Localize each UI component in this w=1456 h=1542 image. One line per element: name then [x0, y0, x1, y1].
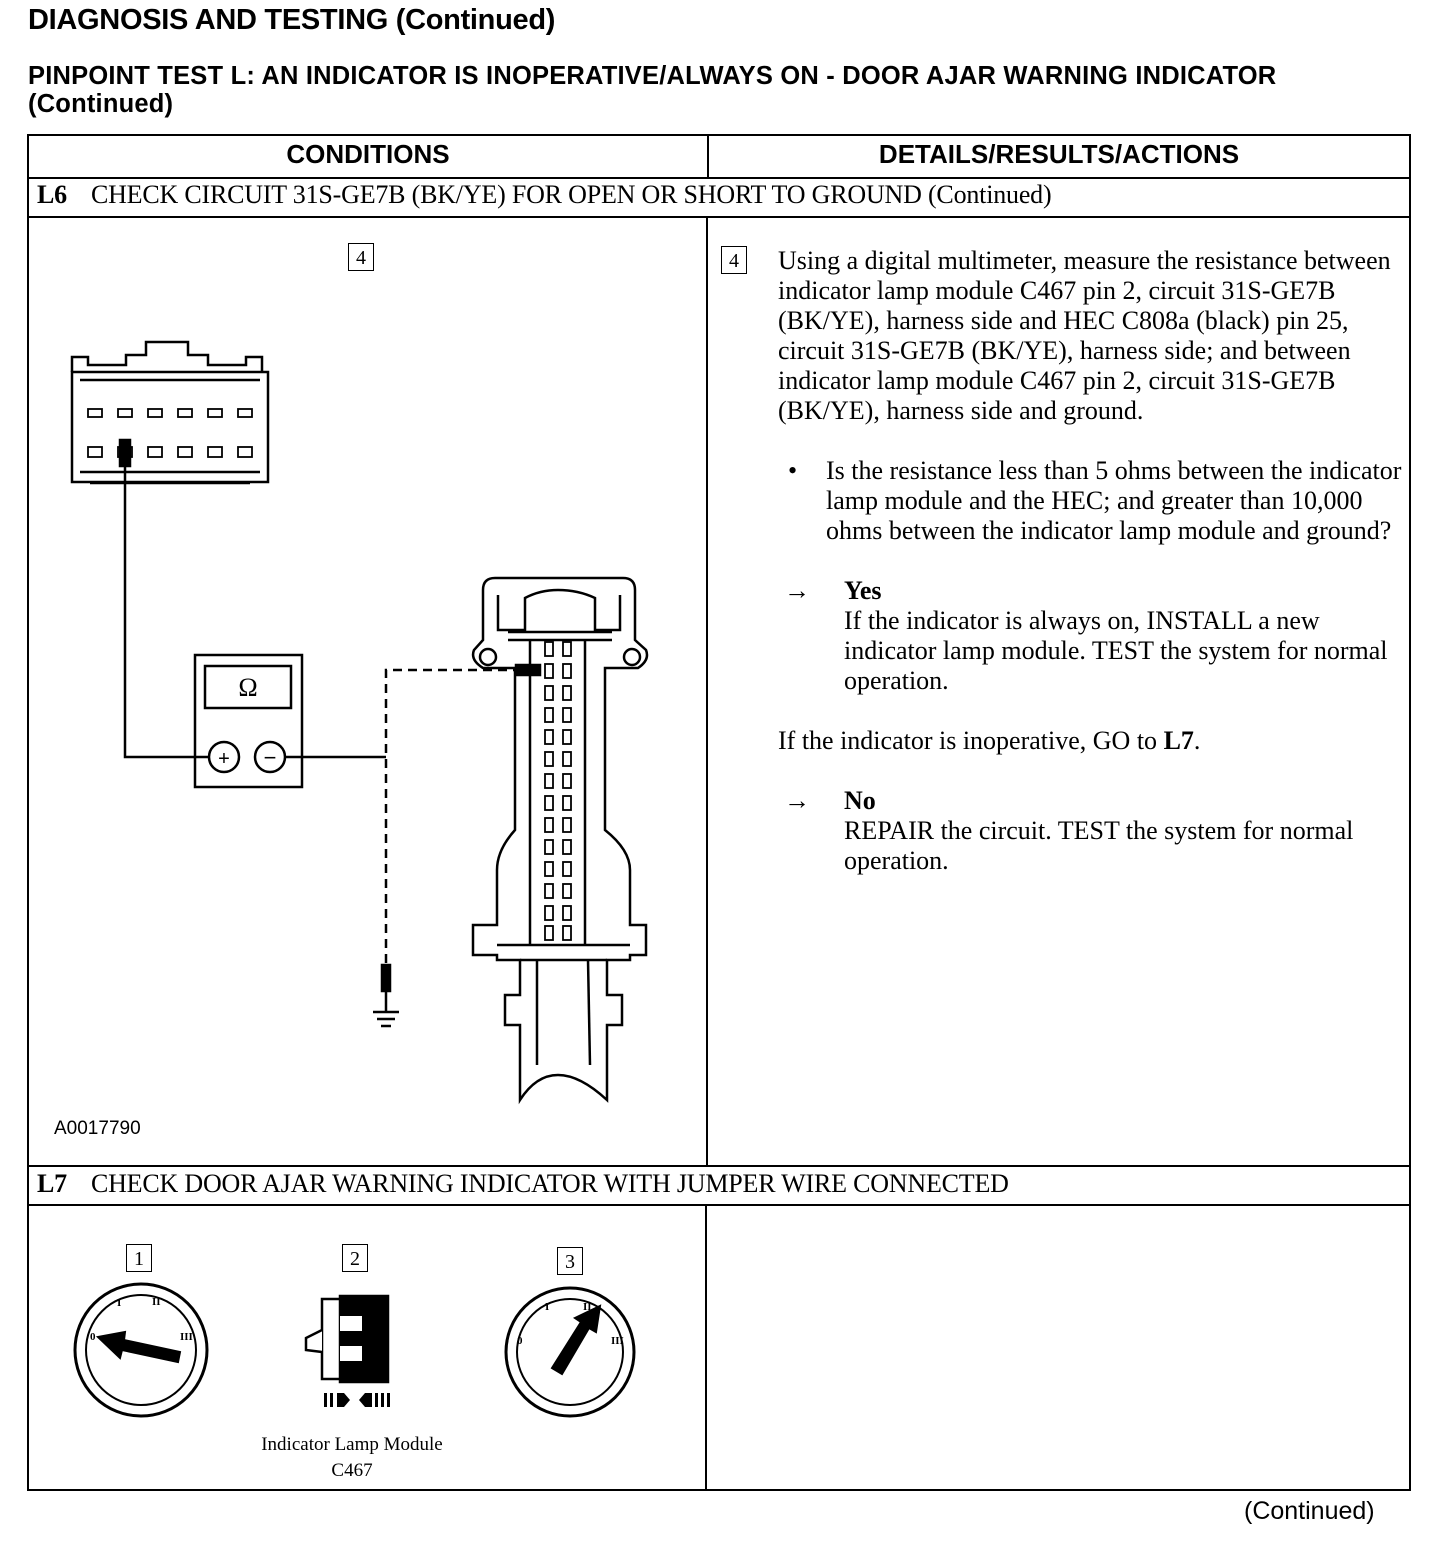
- l7-step-text: CHECK DOOR AJAR WARNING INDICATOR WITH JUMPER WIRE CONNECTED: [90, 1169, 1009, 1198]
- goto-l7-link[interactable]: L7: [1163, 726, 1194, 755]
- l6-step-text: CHECK CIRCUIT 31S-GE7B (BK/YE) FOR OPEN OR SHORT TO GROUND (Continued): [90, 180, 1052, 209]
- details-column-header: DETAILS/RESULTS/ACTIONS: [878, 139, 1240, 169]
- l6-instruction: Using a digital multimeter, measure the resistance between indicator lamp module C467 pin 2, circuit 31S-GE7B (BK/YE), harness side and HEC C808a (black) pin 25, circuit 31S-GE7B (BK/YE), harness side; and between indicator lamp module C467 pin 2, circuit 31S-GE7B (BK/YE), harness side and ground.: [778, 246, 1391, 425]
- figure-id: A0017790: [54, 1118, 141, 1139]
- ignition-switch-on-icon: [506, 1288, 634, 1416]
- ign3-mark-2: II: [583, 1301, 592, 1313]
- l6-detail-step-number: 4: [721, 246, 747, 274]
- l6-figure-step-number: 4: [348, 243, 374, 271]
- meter-minus-symbol: −: [263, 745, 277, 770]
- l7-step3-number: 3: [557, 1247, 583, 1275]
- no-label: No: [844, 786, 876, 815]
- c467-caption: [222, 1432, 482, 1484]
- yes-action: If the indicator is always on, INSTALL a new indicator lamp module. TEST the system for normal operation.: [844, 606, 1388, 695]
- connect-arrows-icon: [324, 1393, 390, 1407]
- ign3-mark-0: 0: [517, 1335, 523, 1347]
- inoperative-prefix: If the indicator is inoperative, GO to: [778, 726, 1164, 755]
- l7-step1-number: 1: [126, 1244, 152, 1272]
- meter-ohm-symbol: Ω: [238, 673, 258, 702]
- ign1-mark-3: III: [180, 1331, 193, 1343]
- page-header: DIAGNOSIS AND TESTING (Continued): [28, 4, 556, 36]
- ign3-mark-1: I: [545, 1301, 550, 1313]
- no-arrow-icon: →: [784, 786, 810, 815]
- meter-plus-symbol: +: [218, 748, 230, 770]
- c467-caption-line1: Indicator Lamp Module: [261, 1434, 443, 1455]
- ign1-mark-1: I: [117, 1297, 122, 1309]
- c467-connector-icon: [306, 1296, 388, 1382]
- pinpoint-test-title: PINPOINT TEST L: AN INDICATOR IS INOPERATIVE/ALWAYS ON - DOOR AJAR WARNING INDICATOR (Continued): [28, 62, 1277, 118]
- inoperative-suffix: .: [1193, 726, 1201, 755]
- l7-step2-number: 2: [342, 1244, 368, 1272]
- ign3-mark-3: III: [611, 1335, 624, 1347]
- ign1-mark-2: II: [152, 1296, 161, 1308]
- bullet-symbol: •: [788, 456, 798, 485]
- conditions-column-header: CONDITIONS: [286, 139, 450, 169]
- yes-arrow-icon: →: [784, 576, 810, 605]
- ignition-switch-off-icon: [75, 1284, 207, 1416]
- ign1-mark-0: 0: [90, 1331, 96, 1343]
- question-text: Is the resistance less than 5 ohms between the indicator lamp module and the HEC; and greater than 10,000 ohms between the indicator lamp module and ground?: [826, 456, 1402, 545]
- continued-footer: (Continued): [1244, 1497, 1375, 1525]
- l7-step-id: L7: [37, 1169, 67, 1198]
- no-action: REPAIR the circuit. TEST the system for normal operation.: [844, 816, 1354, 875]
- yes-label: Yes: [844, 576, 882, 605]
- l6-step-id: L6: [37, 180, 67, 209]
- c467-caption-line2: C467: [331, 1460, 373, 1481]
